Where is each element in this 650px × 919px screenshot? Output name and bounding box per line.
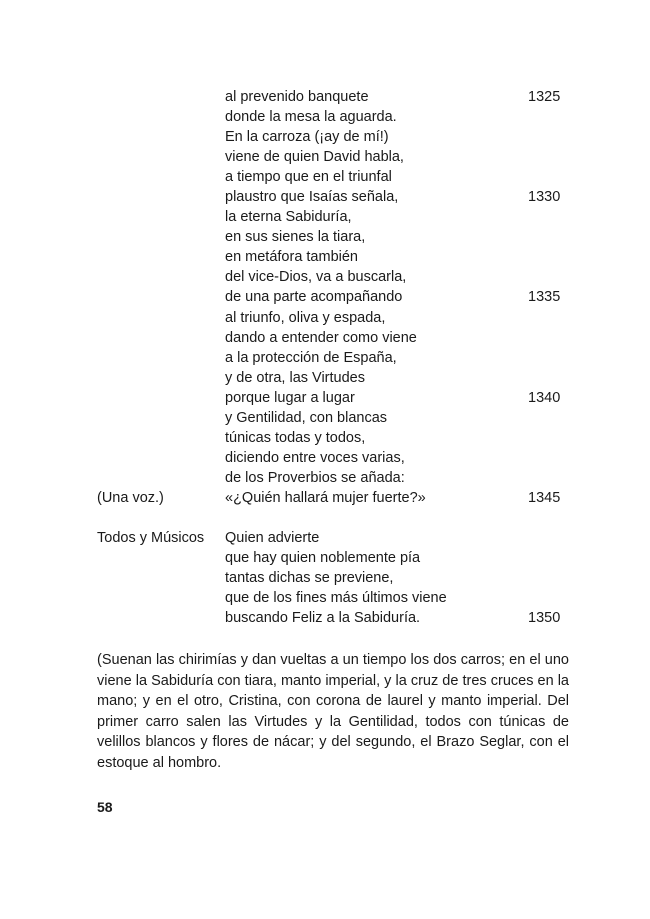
verse-text: viene de quien David habla,	[225, 149, 404, 166]
verse-text: y Gentilidad, con blancas	[225, 409, 388, 426]
verse-line	[97, 368, 567, 388]
verse-line	[97, 428, 567, 448]
verse-text: al triunfo, oliva y espada,	[225, 309, 386, 326]
verse-text: en metáfora también	[225, 249, 358, 266]
verse-text: de una parte acompañando	[225, 289, 403, 306]
verse-line	[97, 167, 567, 187]
verse-line	[97, 488, 567, 508]
verse-text: dando a entender como viene	[225, 329, 417, 346]
line-number: 1330	[528, 189, 561, 206]
verse-text: al prevenido banquete	[225, 89, 369, 105]
verse-line	[97, 107, 567, 127]
verse-line	[97, 227, 567, 247]
verse-block	[97, 87, 567, 628]
verse-line	[97, 388, 567, 408]
verse-text: y de otra, las Virtudes	[225, 369, 365, 386]
verse-line	[97, 287, 567, 307]
verse-text: porque lugar a lugar	[225, 389, 355, 406]
speaker-label: (Una voz.)	[97, 489, 164, 506]
verse-line	[97, 308, 567, 328]
verse-text: de los Proverbios se añada:	[225, 469, 405, 486]
speaker-label: Todos y Músicos	[97, 530, 205, 547]
verse-line	[97, 247, 567, 267]
stanza-1	[97, 87, 567, 508]
line-number: 1345	[528, 489, 561, 506]
verse-text: «¿Quién hallará mujer fuerte?»	[225, 489, 426, 506]
line-number: 1350	[528, 610, 561, 627]
verse-text: donde la mesa la aguarda.	[225, 109, 397, 126]
verse-line	[97, 528, 567, 548]
verse-text: diciendo entre voces varias,	[225, 449, 405, 466]
verse-text: la eterna Sabiduría,	[225, 209, 352, 226]
verse-text: a la protección de España,	[225, 349, 397, 366]
verse-text: que de los fines más últimos viene	[225, 590, 447, 607]
verse-text: túnicas todas y todos,	[225, 429, 366, 446]
verse-text: del vice-Dios, va a buscarla,	[225, 269, 407, 286]
verse-line	[97, 608, 567, 628]
verse-text: plaustro que Isaías señala,	[225, 189, 399, 206]
verse-line	[97, 468, 567, 488]
verse-text: Quien advierte	[225, 530, 320, 547]
page-number: 58	[97, 799, 113, 815]
verse-line	[97, 448, 567, 468]
verse-line	[97, 328, 567, 348]
stanza-gap	[97, 508, 567, 528]
verse-text: a tiempo que en el triunfal	[225, 169, 392, 186]
verse-line	[97, 568, 567, 588]
verse-text: En la carroza (¡ay de mí!)	[225, 129, 389, 146]
verse-line	[97, 348, 567, 368]
verse-line	[97, 127, 567, 147]
line-number: 1325	[528, 89, 561, 105]
verse-line	[97, 207, 567, 227]
stage-direction: (Suenan las chirimías y dan vueltas a un tiempo los dos carros; en el uno viene la Sabiduría con tiara, manto imperial, y la cruz de tres cruces en la mano; y en el otro, Cristina, con corona de laurel y manto imperial. Del primer carro salen las Virtudes y la Gentilidad, todos con túnicas de velillos blancos y flores de nácar; y del segundo, el Brazo Seglar, con el estoque al hombro.	[97, 652, 569, 771]
verse-line	[97, 267, 567, 287]
stanza-2	[97, 528, 567, 628]
verse-line	[97, 588, 567, 608]
verse-text: tantas dichas se previene,	[225, 570, 394, 587]
line-number: 1335	[528, 289, 561, 306]
verse-line	[97, 548, 567, 568]
verse-text: que hay quien noblemente pía	[225, 550, 421, 567]
verse-text: buscando Feliz a la Sabiduría.	[225, 610, 421, 627]
verse-line	[97, 408, 567, 428]
verse-line	[97, 187, 567, 207]
verse-text: en sus sienes la tiara,	[225, 229, 366, 246]
verse-line	[97, 87, 567, 107]
verse-line	[97, 147, 567, 167]
line-number: 1340	[528, 389, 561, 406]
